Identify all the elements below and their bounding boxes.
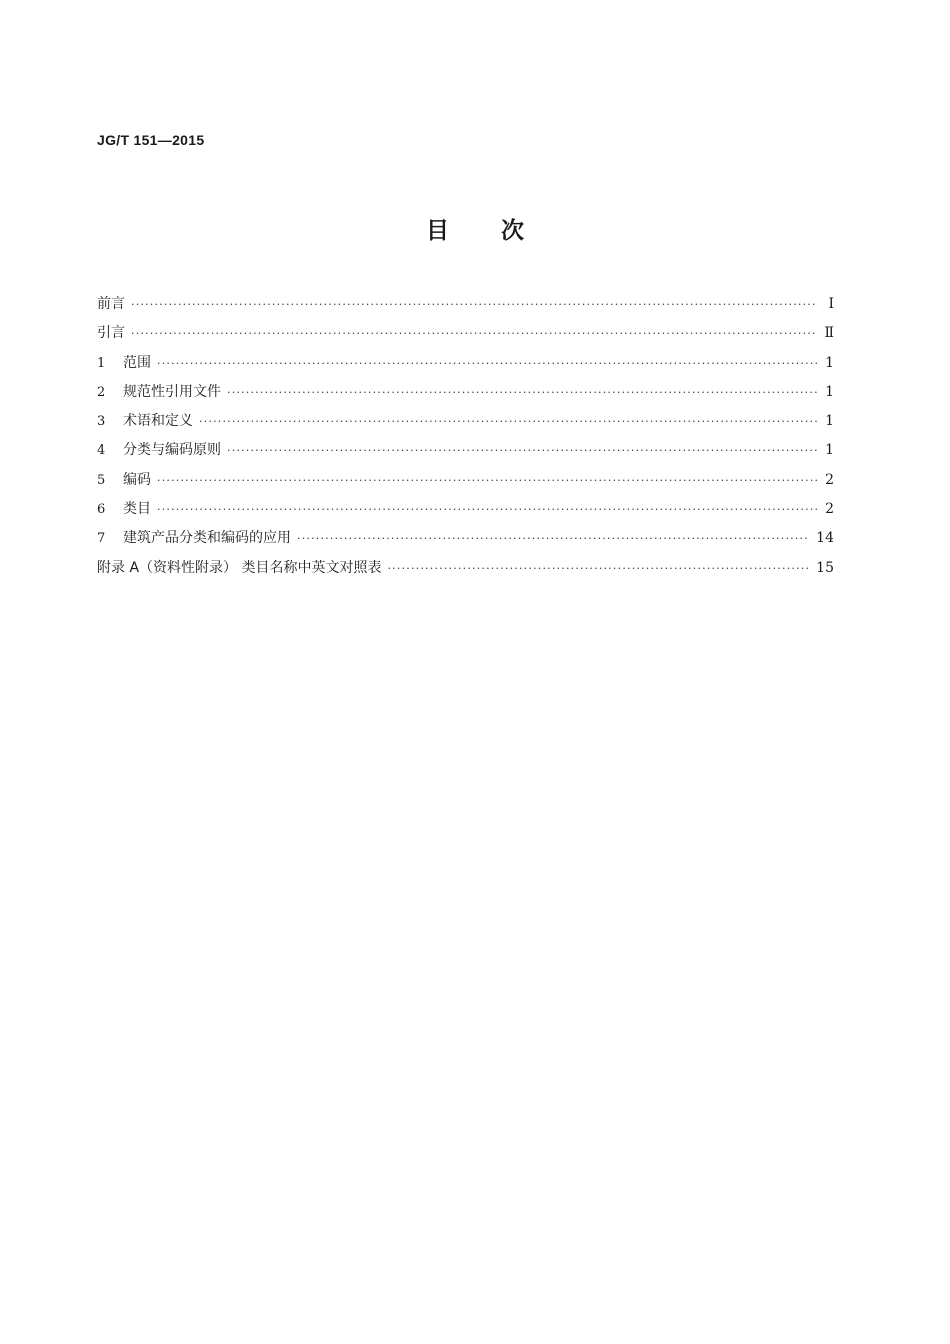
toc-entry-page: 15 xyxy=(816,559,834,576)
toc-entry-label: 编码 xyxy=(123,471,151,488)
toc-entry-number: 5 xyxy=(97,472,106,488)
toc-entry-number: 1 xyxy=(97,355,106,371)
toc-entry-label: 引言 xyxy=(97,325,125,342)
toc-entry[interactable] xyxy=(97,524,834,553)
toc-entry-page: Ⅰ xyxy=(828,296,834,312)
toc-entry-page: 1 xyxy=(825,442,834,459)
toc-dot-leader xyxy=(297,524,810,553)
toc-entry[interactable] xyxy=(97,554,834,583)
toc-title: 目次 xyxy=(426,218,576,244)
table-of-contents xyxy=(97,290,834,583)
toc-entry-page: 2 xyxy=(825,501,834,518)
toc-entry[interactable] xyxy=(97,436,834,465)
toc-entry-label: 术语和定义 xyxy=(123,413,193,430)
toc-entry[interactable] xyxy=(97,407,834,436)
toc-entry-page: 1 xyxy=(825,413,834,430)
toc-entry-label: 附录 A（资料性附录） 类目名称中英文对照表 xyxy=(97,559,382,576)
toc-dot-leader xyxy=(131,319,818,348)
toc-dot-leader xyxy=(157,349,818,378)
toc-entry-number: 2 xyxy=(97,384,106,400)
toc-entry[interactable] xyxy=(97,466,834,495)
toc-dot-leader xyxy=(157,466,818,495)
toc-entry-page: 1 xyxy=(825,354,834,371)
toc-dot-leader xyxy=(157,495,818,524)
toc-entry-number: 4 xyxy=(97,443,106,459)
toc-entry-page: 14 xyxy=(816,530,834,547)
toc-dot-leader xyxy=(387,554,810,583)
toc-entry-label: 建筑产品分类和编码的应用 xyxy=(123,530,291,547)
toc-entry[interactable] xyxy=(97,349,834,378)
toc-dot-leader xyxy=(131,290,818,319)
toc-entry[interactable] xyxy=(97,495,834,524)
toc-entry-label: 前言 xyxy=(97,296,125,312)
toc-entry-number: 3 xyxy=(97,414,106,430)
toc-entry-number: 7 xyxy=(97,531,106,547)
toc-entry-label: 规范性引用文件 xyxy=(123,383,221,400)
toc-entry-label: 范围 xyxy=(123,354,151,371)
toc-dot-leader xyxy=(227,378,818,407)
toc-entry[interactable] xyxy=(97,319,834,348)
toc-entry-label: 分类与编码原则 xyxy=(123,442,221,459)
toc-dot-leader xyxy=(227,436,818,465)
toc-entry-number: 6 xyxy=(97,502,106,518)
toc-entry-label: 类目 xyxy=(123,501,151,518)
toc-entry-page: 2 xyxy=(825,471,834,488)
toc-entry[interactable] xyxy=(97,378,834,407)
toc-entry-page: 1 xyxy=(825,383,834,400)
toc-dot-leader xyxy=(199,407,818,436)
document-code: JG/T 151—2015 xyxy=(97,132,205,148)
toc-entry[interactable] xyxy=(97,290,834,319)
toc-entry-page: Ⅱ xyxy=(824,325,834,342)
